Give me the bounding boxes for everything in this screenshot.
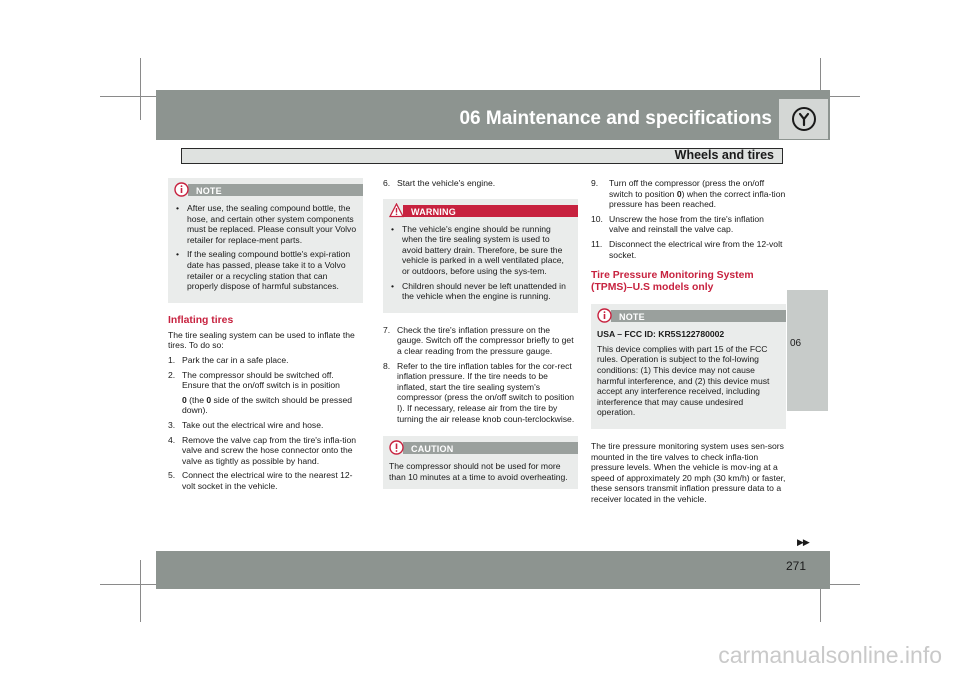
step-text: The compressor should be switched off. Ensure that the on/off switch is in position <box>182 369 340 391</box>
note-label: NOTE <box>196 186 222 196</box>
note-box <box>591 304 786 429</box>
info-icon <box>597 308 612 323</box>
caution-icon <box>389 440 404 455</box>
note-box <box>168 178 363 303</box>
step-item <box>591 178 786 210</box>
step-number: 6. <box>383 178 391 188</box>
step-text: ) when the correct infla-tion pressure has been reached. <box>609 188 786 210</box>
step-text: Park the car in a safe place. <box>182 354 289 365</box>
step-number: 9. <box>591 178 599 188</box>
step-text: side of the switch should be pressed down). <box>182 394 353 416</box>
warning-triangle-icon <box>389 203 404 218</box>
caution-box <box>383 436 578 489</box>
step-text: Connect the electrical wire to the nearest 12-volt socket in the vehicle. <box>182 470 353 491</box>
step-item <box>383 178 578 189</box>
info-icon <box>174 182 189 197</box>
warning-bullet: • The vehicle's engine should be running when the tire sealing system is used to avoid battery drain. Therefore, be sure the vehicle is parked in a well ventilated place, or outdoors, before using the sys-tem. <box>389 224 572 277</box>
step-number: 7. <box>383 324 391 335</box>
fcc-id: USA – FCC ID: KR5S122780002 <box>597 329 725 340</box>
chapter-side-tab <box>787 290 828 411</box>
page-number: 271 <box>786 559 807 573</box>
wrench-icon <box>791 106 817 132</box>
watermark: carmanualsonline.info <box>718 642 942 668</box>
step-number: 3. <box>168 419 176 430</box>
step-text: Refer to the tire inflation tables for the cor-rect inflation pressure. If the tire needs to be inflated, start the tire sealing system's compressor (press the on/off switch to position I). If necessary, release air from the tire by turning the air release knob coun-terclockwise. <box>397 360 575 424</box>
step-text: Start the vehicle's engine. <box>397 178 496 188</box>
step-number: 5. <box>168 470 176 481</box>
section-heading: Tire Pressure Monitoring System (TPMS)–U.S models only <box>591 270 754 294</box>
crop-mark <box>100 96 162 97</box>
step-text: Turn off the compressor (press the on/off switch to position <box>609 178 765 199</box>
step-number: 11. <box>591 238 603 249</box>
step-number: 2. <box>168 369 176 380</box>
step-number: 8. <box>383 360 391 371</box>
intro-paragraph: The tire sealing system can be used to inflate the tires. To do so: <box>168 329 355 351</box>
crop-mark <box>140 58 141 120</box>
warning-box <box>383 199 578 313</box>
step-text: Unscrew the hose from the tire's inflation valve and reinstall the valve cap. <box>609 213 764 235</box>
warning-label: WARNING <box>411 206 456 217</box>
note-bullet: • After use, the sealing compound bottle, the hose, and certain other system components must be replaced. Please consult your Volvo retailer for replace-ment parts. <box>174 203 357 245</box>
step-item <box>168 420 363 431</box>
section-heading: Inflating tires <box>168 314 234 326</box>
caution-text: The compressor should not be used for more than 10 minutes at a time to avoid overheating. <box>389 461 568 482</box>
next-page-arrows: ▶▶ <box>797 537 809 547</box>
warning-bullet: • Children should never be left unattended in the vehicle when the engine is running. <box>389 281 572 302</box>
step-text: Remove the valve cap from the tire's infla-tion valve and screw the hose connector onto the valve as tightly as possible by hand. <box>182 434 357 466</box>
note-bullet: • If the sealing compound bottle's expi-ration date has passed, please take it to a Volvo retailer or a recycling station that can properly dispose of harmful substances. <box>174 249 357 291</box>
step-item <box>383 325 578 357</box>
column-3 <box>591 178 786 508</box>
side-tab-number: 06 <box>790 338 802 349</box>
note-label: NOTE <box>619 312 645 323</box>
step-text: Disconnect the electrical wire from the 12-volt socket. <box>609 238 783 260</box>
step-item <box>168 370 363 416</box>
step-number: 1. <box>168 354 176 365</box>
crop-mark <box>100 584 162 585</box>
step-item <box>168 355 363 366</box>
step-text: Check the tire's inflation pressure on the gauge. Switch off the compressor briefly to get a clear reading from the pressure gauge. <box>397 324 574 356</box>
step-item <box>591 214 786 235</box>
step-item <box>383 361 578 425</box>
step-bold-value: 0 <box>206 394 212 405</box>
step-number: 10. <box>591 213 603 224</box>
note-text: This device complies with part 15 of the FCC rules. Operation is subject to the fol-lowing conditions: (1) This device may not cause harmful interference, and (2) this device must accept any interference received, including interference that may cause undesired operation. <box>597 343 770 418</box>
caution-label: CAUTION <box>411 444 454 455</box>
section-title: Wheels and tires <box>674 148 774 162</box>
step-text: Take out the electrical wire and hose. <box>182 419 324 430</box>
crop-mark <box>140 560 141 622</box>
step-text: (the <box>186 394 207 405</box>
step-item <box>168 470 363 491</box>
step-item <box>591 239 786 260</box>
chapter-title: 06 Maintenance and specifications <box>459 108 772 129</box>
step-bold-value: 0 <box>676 188 682 199</box>
step-bold-value: 0 <box>182 394 187 405</box>
footer-band <box>156 551 830 589</box>
step-item <box>168 435 363 467</box>
chapter-icon-box <box>779 99 828 139</box>
column-1 <box>168 178 363 495</box>
column-2 <box>383 178 578 501</box>
body-paragraph: The tire pressure monitoring system uses sen-sors mounted in the tire valves to check infla-tion pressure levels. When the vehicle is mov-ing at a speed of approximately 20 mph (30 km/h) or faster, these sensors transmit inflation pressure data to a receiver located in the vehicle. <box>591 440 786 504</box>
step-number: 4. <box>168 434 176 445</box>
